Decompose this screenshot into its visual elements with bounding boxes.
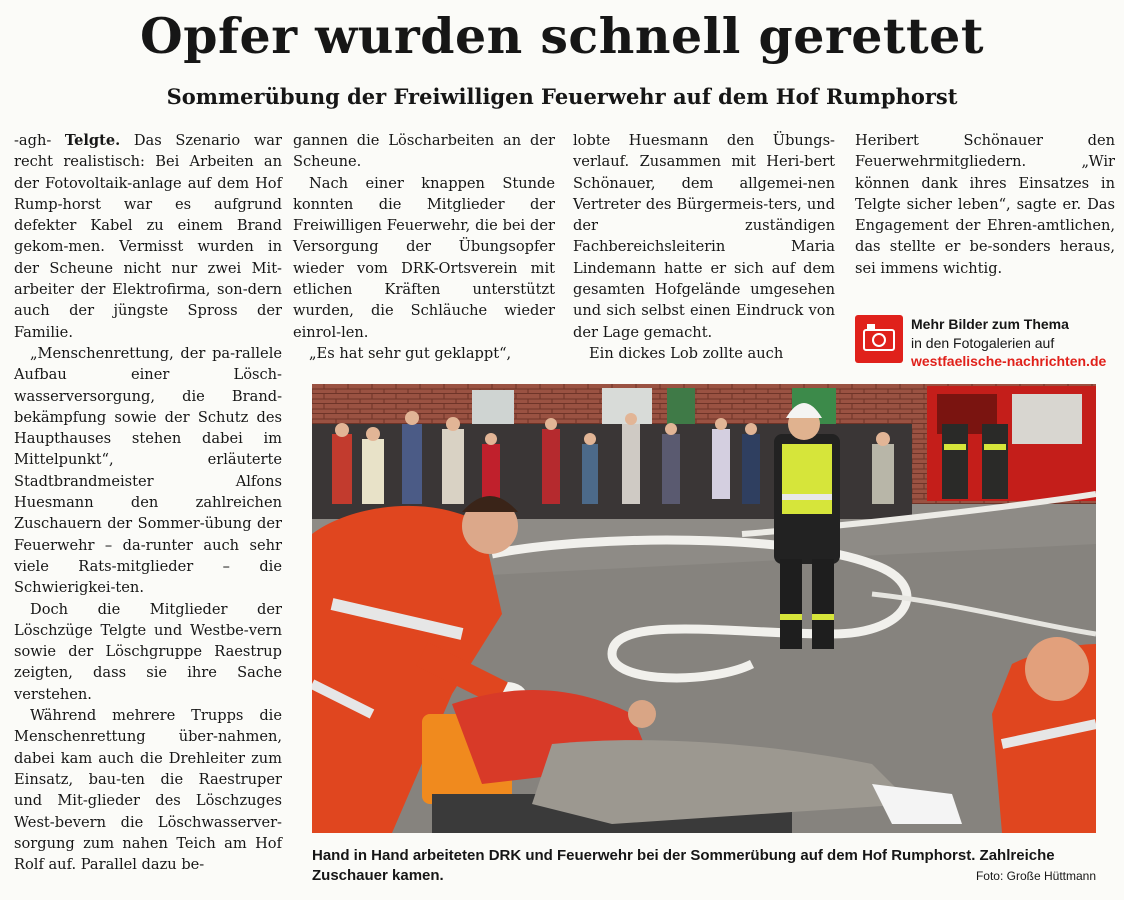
paragraph: [14, 130, 282, 343]
paragraph: Nach einer knappen Stunde konnten die Mitglieder der Freiwilligen Feuerwehr, die bei der Versorgung der Übungsopfer wieder vom DRK-Ortsverein mit etlichen Kräften unterstützt wurden, die Schläuche wieder einrol-len.: [293, 174, 555, 341]
camera-icon: [855, 315, 903, 363]
article-column-4: [855, 130, 1115, 279]
article-column-3: [573, 130, 835, 364]
photo-caption: Hand in Hand arbeiteten DRK und Feuerwehr bei der Sommerübung auf dem Hof Rumphorst. Zahlreiche Zuschauer kamen.: [312, 847, 1055, 884]
paragraph: Doch die Mitglieder der Löschzüge Telgte und Westbe-vern sowie der Löschgruppe Raestrup zeigten, dass sie ihre Sache verstehen.: [14, 600, 282, 703]
headline: Opfer wurden schnell gerettet: [140, 7, 984, 65]
promo-link[interactable]: westfaelische-nachrichten.de: [911, 353, 1107, 369]
article-photo: [312, 384, 1096, 833]
dateline-place: Telgte.: [64, 132, 121, 149]
article-column-2: [293, 130, 555, 364]
subheadline: Sommerübung der Freiwilligen Feuerwehr auf dem Hof Rumphorst: [166, 84, 958, 109]
paragraph: „Es hat sehr gut geklappt“,: [309, 344, 512, 362]
promo-text: in den Fotogalerien auf: [911, 335, 1055, 351]
byline: -agh-: [14, 132, 52, 149]
photo-gallery-promo[interactable]: [855, 313, 1117, 369]
paragraph: „Menschenrettung, der pa-rallele Aufbau einer Lösch-wasserversorgung, die Brand-bekämpfung sowie der Schutz des Haupthauses stehen dabei im Mittelpunkt“, erläuterte Stadtbrandmeister Alfons Huesmann den zahlreichen Zuschauern der Sommer-übung der Feuerwehr – da-runter auch sehr viele Rats-mitglieder – die Schwierigkei-ten.: [14, 344, 282, 597]
paragraph-text: Das Szenario war recht realistisch: Bei Arbeiten an der Fotovoltaik-anlage auf dem Hof Rump-horst war es aufgrund defekter Kabel zu einem Brand gekom-men. Vermisst wurden in der Scheune nicht nur zwei Mit-arbeiter der Elektrofirma, son-dern auch der jüngste Spross der Familie.: [14, 132, 282, 341]
article-column-1: [14, 130, 282, 875]
paragraph: gannen die Löscharbeiten an der Scheune.: [293, 132, 555, 171]
photo-illustration: [312, 384, 1096, 833]
paragraph: Ein dickes Lob zollte auch: [589, 344, 784, 362]
photo-credit: Foto: Große Hüttmann: [975, 869, 1096, 883]
promo-title: Mehr Bilder zum Thema: [911, 316, 1069, 332]
paragraph: Heribert Schönauer den Feuerwehrmitgliedern. „Wir können dank ihres Einsatzes in Telgte sicher leben“, sagte er. Das Engagement der Ehren-amtlichen, das stellte er be-sonders heraus, sei immens wichtig.: [855, 132, 1115, 277]
paragraph: lobte Huesmann den Übungs-verlauf. Zusammen mit Heri-bert Schönauer, dem allgemei-nen Vertreter des Bürgermeis-ters, und der zuständigen Fachbereichsleiterin Maria Lindemann hatte er sich auf dem gesamten Hofgelände umgesehen und sich selbst einen Eindruck von der Lage gemacht.: [573, 132, 835, 341]
paragraph: Während mehrere Trupps die Menschenrettung über-nahmen, dabei kam auch die Drehleiter zum Einsatz, bau-ten die Raestruper und Mit-glieder des Löschzuges West-bevern die Löschwasserver-sorgung zum nahen Teich am Hof Rolf auf. Parallel dazu be-: [14, 707, 282, 874]
